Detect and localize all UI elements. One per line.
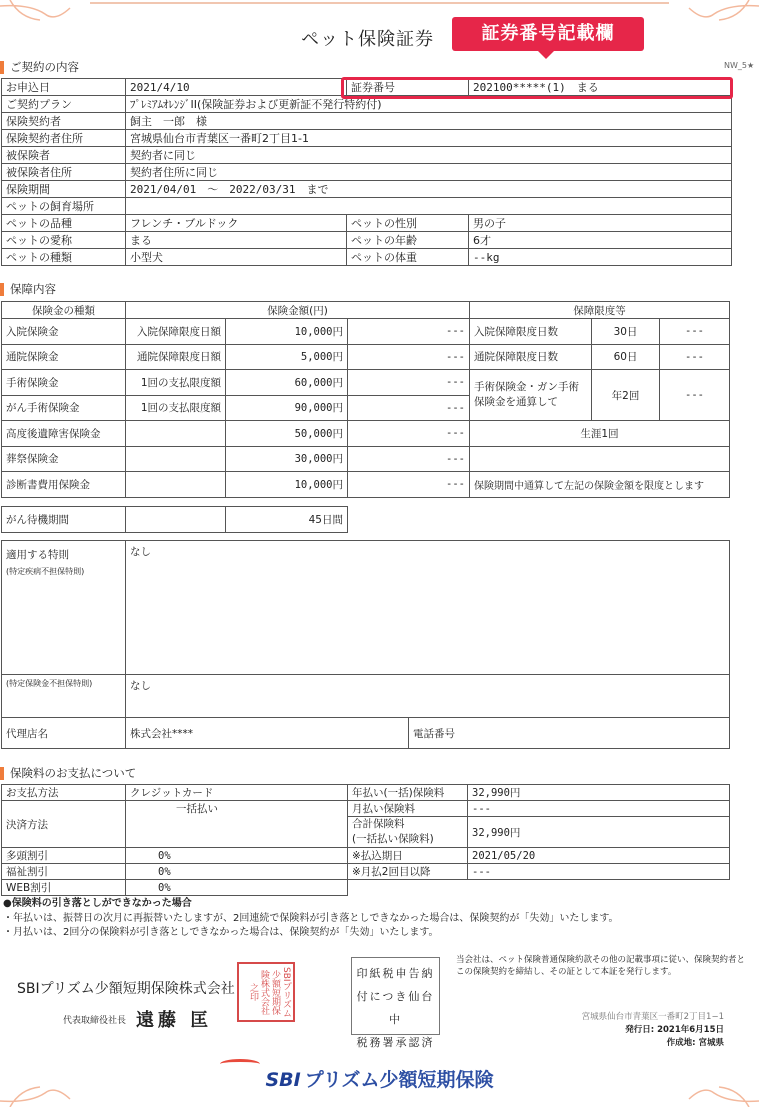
insurance-period: 2021/04/01 ～ 2022/03/31 まで [126, 181, 732, 198]
cancer-wait-label: がん待機期間 [2, 507, 126, 533]
coverage-header-amount: 保険金額(円) [126, 302, 470, 319]
limit-label: 通院保障限度日数 [470, 344, 592, 370]
total-premium-label-cell [348, 817, 468, 848]
period-limit-note: 保険期間中通算して左記の保険金額を限度とします [470, 472, 730, 498]
coverage-sub: 入院保障限度日額 [126, 319, 226, 345]
settlement-label: 決済方法 [2, 801, 126, 848]
payment-method: クレジットカード [126, 785, 348, 801]
cell-label: ペットの性別 [347, 215, 469, 232]
phone-cell [409, 718, 730, 749]
section-payment [0, 765, 136, 781]
cell-label: 被保険者 [2, 147, 126, 164]
pet-name: まる [126, 232, 347, 249]
coverage-extra: --- [348, 472, 470, 498]
second-payment: --- [468, 864, 730, 880]
cell-label: 証券番号 [347, 79, 469, 96]
surgery-limit-value: 年2回 [592, 370, 660, 421]
top-decoration [0, 0, 759, 8]
stamp-line: 付につき仙台中 [356, 990, 435, 1026]
section-coverage [0, 281, 56, 297]
cell-label: ご契約プラン [2, 96, 126, 113]
coverage-sub [126, 421, 226, 447]
second-payment-label: ※月払2回目以降 [348, 864, 468, 880]
section-marker-icon [0, 767, 4, 780]
agent-name: 株式会社**** [126, 718, 409, 749]
special-terms-label: 適用する特則 [6, 549, 69, 561]
table-row [2, 370, 730, 396]
logo-sbi: SBI [265, 1069, 301, 1091]
contractor-address: 宮城県仙台市青葉区一番町2丁目1-1 [126, 130, 732, 147]
section-marker-icon [0, 61, 4, 74]
document-id: NW_5★ [724, 61, 755, 70]
contract-table [1, 78, 732, 266]
company-seal: SBIプリズム少額短期保険株式会社之印 [237, 962, 295, 1022]
table-row [2, 472, 730, 498]
coverage-sub: 1回の支払限度額 [126, 395, 226, 421]
pet-weight: --kg [469, 249, 732, 266]
issuance-statement: 当会社は、ペット保険普通保険約款その他の記載事項に従い、保険契約者とこの保険契約を締結し、その証として本証を発行します。 [456, 955, 746, 977]
empty-cell [348, 880, 730, 896]
special-terms-value2: なし [126, 675, 730, 718]
cancer-wait-period: 45日間 [226, 507, 348, 533]
company-name: SBIプリズム少額短期保険株式会社 [17, 981, 235, 997]
logo-name: プリズム少額短期保険 [304, 1069, 494, 1091]
coverage-sub: 通院保障限度日額 [126, 344, 226, 370]
cell-label: ペットの種類 [2, 249, 126, 266]
web-discount: 0% [126, 880, 348, 896]
cell-label: 保険契約者住所 [2, 130, 126, 147]
coverage-extra: --- [348, 446, 470, 472]
table-row [2, 446, 730, 472]
coverage-amount: 90,000円 [226, 395, 348, 421]
company-logo [0, 1065, 759, 1092]
limit-value: 30日 [592, 319, 660, 345]
limit-value: 60日 [592, 344, 660, 370]
lifetime-limit: 生涯1回 [470, 421, 730, 447]
welfare-discount: 0% [126, 864, 348, 880]
cell-label: お申込日 [2, 79, 126, 96]
coverage-table [1, 301, 730, 498]
coverage-sub: 1回の支払限度額 [126, 370, 226, 396]
web-discount-label: WEB割引 [2, 880, 126, 896]
coverage-name: 入院保険金 [2, 319, 126, 345]
cell-label: 被保険者住所 [2, 164, 126, 181]
phone-label: 電話番号 [413, 727, 455, 740]
coverage-name: 葬祭保険金 [2, 446, 126, 472]
coverage-sub [126, 446, 226, 472]
payment-notes [3, 897, 619, 941]
agent-label: 代理店名 [2, 718, 126, 749]
cell-label: ペットの年齢 [347, 232, 469, 249]
table-row [2, 344, 730, 370]
ceo-title: 代表取締役社長 [63, 1015, 127, 1026]
coverage-header-type: 保険金の種類 [2, 302, 126, 319]
special-terms-table [1, 540, 730, 749]
section-title: ご契約の内容 [10, 60, 79, 74]
coverage-extra: --- [348, 344, 470, 370]
issuer-info [560, 1011, 724, 1050]
coverage-name: 診断書費用保険金 [2, 472, 126, 498]
section-title: 保険料のお支払について [10, 766, 137, 780]
annual-premium: 32,990円 [468, 785, 730, 801]
section-contract [0, 59, 79, 75]
plan-name: ﾌﾟﾚﾐｱﾑｵﾚﾝｼﾞII(保険証券および更新証不発行特約付) [126, 96, 732, 113]
special-terms-sub: (特定疾病不担保特則) [6, 567, 85, 576]
logo-swoosh-icon [220, 1059, 260, 1069]
empty-cell [470, 446, 730, 472]
settlement-method: 一括払い [126, 801, 348, 848]
coverage-amount: 50,000円 [226, 421, 348, 447]
cell-label: ペットの品種 [2, 215, 126, 232]
payment-table [1, 784, 730, 896]
limit-extra: --- [660, 319, 730, 345]
document-title: ペット保険証券 [301, 29, 434, 50]
coverage-name: 通院保険金 [2, 344, 126, 370]
special-terms-value: なし [126, 541, 730, 675]
surgery-limit-extra: --- [660, 370, 730, 421]
issue-place: 作成地: 宮城県 [666, 1038, 724, 1048]
cell-label: 保険契約者 [2, 113, 126, 130]
limit-extra: --- [660, 344, 730, 370]
coverage-header-limit: 保障限度等 [470, 302, 730, 319]
empty-cell [126, 507, 226, 533]
policy-number-highlight [341, 77, 733, 99]
cell-label: 保険期間 [2, 181, 126, 198]
coverage-extra: --- [348, 421, 470, 447]
multi-pet-discount-label: 多頭割引 [2, 848, 126, 864]
cell-label: ペットの愛称 [2, 232, 126, 249]
surgery-limit-label: 手術保険金・ガン手術保険金を通算して [470, 370, 592, 421]
multi-pet-discount: 0% [126, 848, 348, 864]
monthly-premium-label: 月払い保険料 [348, 801, 468, 817]
ceo-signature [63, 1006, 212, 1032]
coverage-amount: 60,000円 [226, 370, 348, 396]
due-date-label: ※払込期日 [348, 848, 468, 864]
special-terms-sub2: (特定保険金不担保特則) [2, 675, 126, 718]
coverage-extra: --- [348, 395, 470, 421]
coverage-name: 手術保険金 [2, 370, 126, 396]
issue-date: 発行日: 2021年6月15日 [625, 1025, 724, 1035]
section-title: 保障内容 [10, 282, 56, 296]
policy-number: 202100*****(1) まる [469, 79, 732, 96]
coverage-name: 高度後遺障害保険金 [2, 421, 126, 447]
contractor-name: 飼主 一郎 様 [126, 113, 732, 130]
coverage-amount: 10,000円 [226, 472, 348, 498]
pet-sex: 男の子 [469, 215, 732, 232]
note-item: ・月払いは、2回分の保険料が引き落としできなかった場合は、保険契約が「失効」いたします。 [3, 927, 439, 938]
total-premium-label: 合計保険料 [352, 818, 405, 830]
insured-name: 契約者に同じ [126, 147, 732, 164]
issuer-address: 宮城県仙台市青葉区一番町2丁目1−1 [581, 1012, 724, 1022]
welfare-discount-label: 福祉割引 [2, 864, 126, 880]
note-item: ・年払いは、振替日の次月に再振替いたしますが、2回連続で保険料が引き落としできなかった場合は、保険契約が「失効」いたします。 [3, 912, 619, 924]
special-terms-label-cell [2, 541, 126, 675]
total-premium-sublabel: (一括払い保険料) [352, 833, 434, 845]
note-heading: ●保険料の引き落としができなかった場合 [3, 898, 192, 909]
coverage-extra: --- [348, 319, 470, 345]
insured-address: 契約者住所に同じ [126, 164, 732, 181]
annual-premium-label: 年払い(一括)保険料 [348, 785, 468, 801]
limit-label: 入院保障限度日数 [470, 319, 592, 345]
table-row [2, 319, 730, 345]
application-date: 2021/4/10 [126, 79, 347, 96]
stamp-line: 税務署承認済 [356, 1036, 435, 1049]
table-row [2, 421, 730, 447]
coverage-sub [126, 472, 226, 498]
coverage-amount: 30,000円 [226, 446, 348, 472]
cell-label: ペットの体重 [347, 249, 469, 266]
pet-location [126, 198, 732, 215]
payment-method-label: お支払方法 [2, 785, 126, 801]
tax-stamp-box [351, 957, 440, 1049]
total-premium: 32,990円 [468, 817, 730, 848]
coverage-extra: --- [348, 370, 470, 396]
monthly-premium: --- [468, 801, 730, 817]
cell-label: ペットの飼育場所 [2, 198, 126, 215]
coverage-amount: 5,000円 [226, 344, 348, 370]
due-date: 2021/05/20 [468, 848, 730, 864]
section-marker-icon [0, 283, 4, 296]
stamp-line: 印紙税申告納 [356, 967, 435, 980]
ceo-name: 遠藤 匡 [136, 1010, 213, 1031]
policy-number-callout: 証券番号記載欄 [452, 17, 644, 51]
coverage-name: がん手術保険金 [2, 395, 126, 421]
cancer-wait-table [1, 506, 348, 533]
pet-age: 6才 [469, 232, 732, 249]
pet-type: 小型犬 [126, 249, 347, 266]
pet-breed: フレンチ・ブルドック [126, 215, 347, 232]
coverage-amount: 10,000円 [226, 319, 348, 345]
